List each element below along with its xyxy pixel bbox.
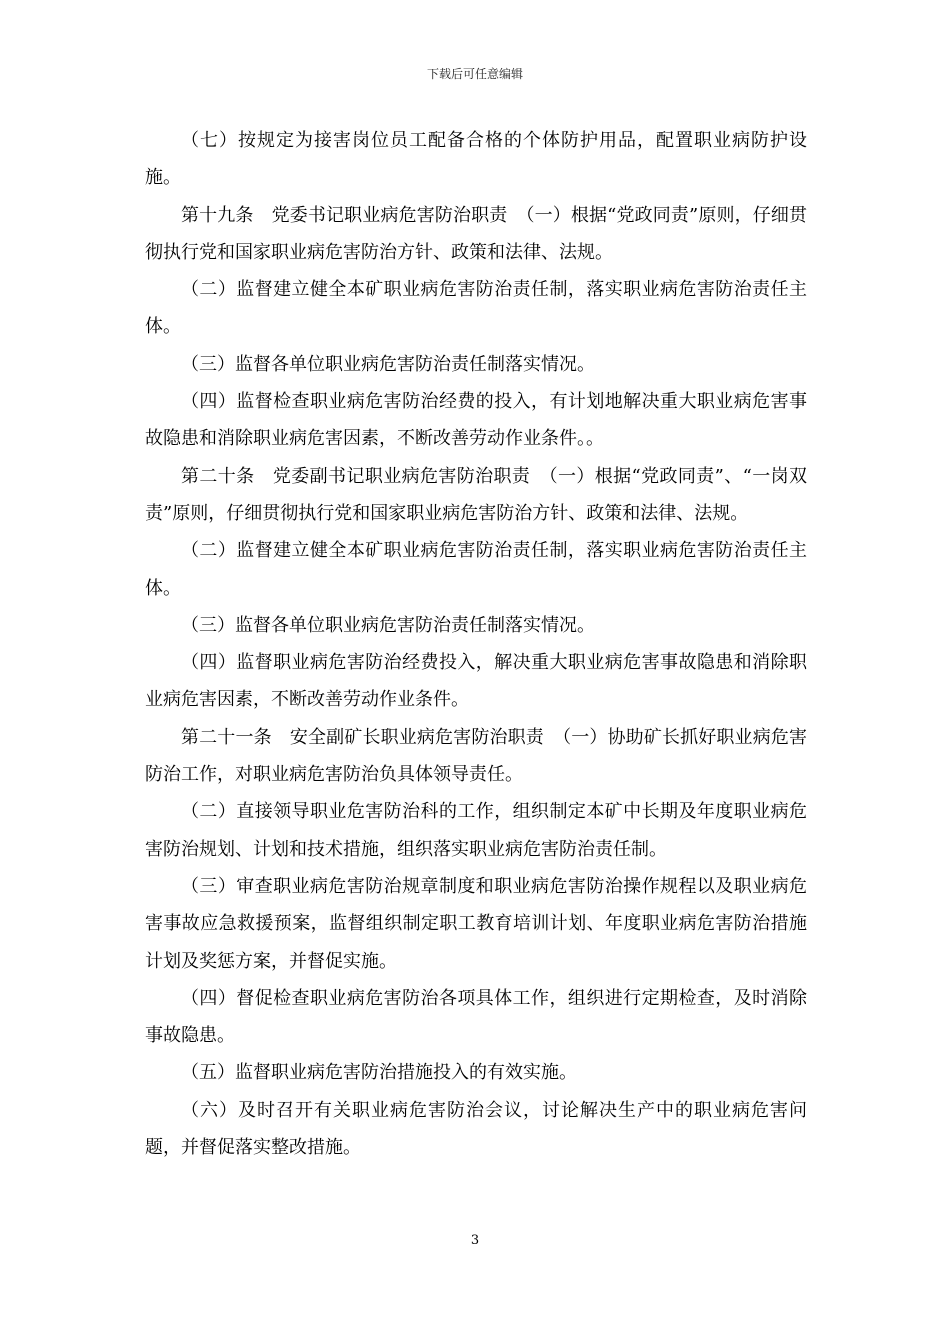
paragraph: （六）及时召开有关职业病危害防治会议，讨论解决生产中的职业病危害问题，并督促落实整改措施。 [145, 1099, 807, 1159]
paragraph: （四）监督检查职业病危害防治经费的投入，有计划地解决重大职业病危害事故隐患和消除职业病危害因素，不断改善劳动作业条件。。 [145, 391, 807, 450]
paragraph: （七）按规定为接害岗位员工配备合格的个体防护用品，配置职业病防护设施。 [145, 130, 807, 189]
document-body [145, 122, 807, 1166]
paragraph: （五）监督职业病危害防治措施投入的有效实施。 [181, 1062, 577, 1084]
paragraph: （四）监督职业病危害防治经费投入，解决重大职业病危害事故隐患和消除职业病危害因素，不断改善劳动作业条件。 [145, 652, 807, 711]
paragraph: （四）督促检查职业病危害防治各项具体工作，组织进行定期检查，及时消除事故隐患。 [145, 987, 807, 1047]
paragraph: （二）监督建立健全本矿职业病危害防治责任制，落实职业病危害防治责任主体。 [145, 540, 807, 599]
paragraph: （二）直接领导职业危害防治科的工作，组织制定本矿中长期及年度职业病危害防治规划、计划和技术措施，组织落实职业病危害防治责任制。 [145, 801, 807, 860]
page-number: 3 [470, 1233, 480, 1248]
paragraph: （三）监督各单位职业病危害防治责任制落实情况。 [181, 353, 595, 375]
paragraph: 第十九条 党委书记职业病危害防治职责 （一）根据“党政同责”原则，仔细贯彻执行党和国家职业病危害防治方针、政策和法律、法规。 [145, 204, 807, 263]
paragraph: （三）审查职业病危害防治规章制度和职业病危害防治操作规程以及职业病危害事故应急救援预案，监督组织制定职工教育培训计划、年度职业病危害防治措施计划及奖惩方案，并督促实施。 [145, 875, 807, 972]
paragraph: （二）监督建立健全本矿职业病危害防治责任制，落实职业病危害防治责任主体。 [145, 279, 807, 338]
paragraph: 第二十条 党委副书记职业病危害防治职责 （一）根据“党政同责”、“一岗双责”原则，仔细贯彻执行党和国家职业病危害防治方针、政策和法律、法规。 [145, 465, 807, 524]
paragraph: （三）监督各单位职业病危害防治责任制落实情况。 [181, 614, 595, 636]
paragraph: 第二十一条 安全副矿长职业病危害防治职责 （一）协助矿长抓好职业病危害防治工作，对职业病危害防治负具体领导责任。 [145, 726, 807, 786]
page-header: 下载后可任意编辑 [426, 67, 523, 81]
